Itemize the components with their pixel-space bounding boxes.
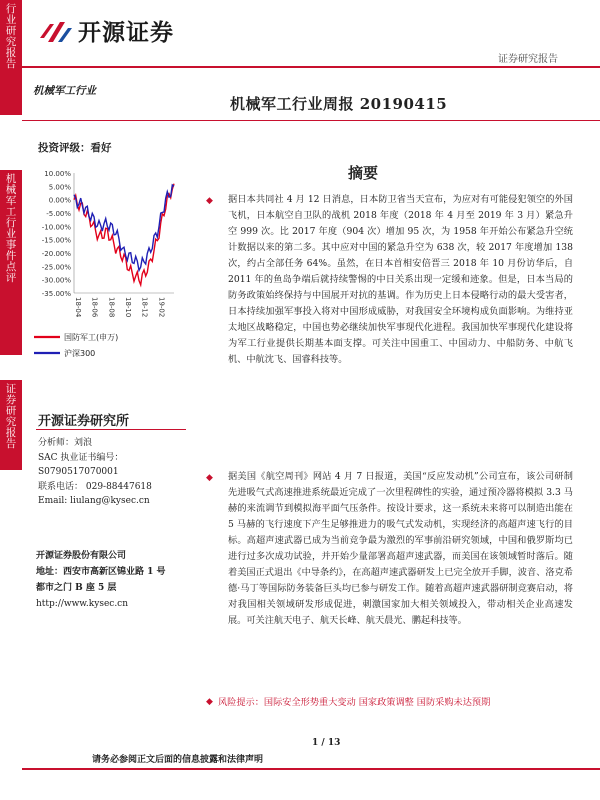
- email[interactable]: Email: liulang@kysec.cn: [38, 496, 150, 506]
- risk-warning: 风险提示：国际安全形势重大变动 国家政策调整 国防采购未达预期: [218, 697, 491, 708]
- y-tick-label: -30.00%: [41, 276, 71, 285]
- y-tick-label: -5.00%: [46, 210, 71, 218]
- y-tick-label: -25.00%: [41, 263, 71, 272]
- y-tick-label: -15.00%: [41, 236, 71, 245]
- summary-heading: 摘要: [348, 164, 379, 182]
- company-info: [36, 548, 166, 612]
- sidebar-tag-industry-report: 行业研究报告: [0, 0, 22, 115]
- bullet-icon: ◆: [206, 473, 213, 483]
- report-type: 证券研究报告: [498, 54, 558, 65]
- bullet-icon: ◆: [206, 196, 213, 206]
- sidebar-tag-securities-report: 证券研究报告: [0, 380, 22, 470]
- performance-chart: [34, 165, 184, 375]
- investment-rating: 投资评级：看好: [38, 142, 112, 154]
- analyst-info: [38, 436, 152, 509]
- logo-mark-icon: [38, 16, 72, 46]
- disclaimer: 请务必参阅正文后面的信息披露和法律声明: [92, 755, 264, 765]
- footer-divider: [22, 768, 600, 770]
- cert-number: S0790517070001: [38, 467, 119, 477]
- x-tick-label: 18-04: [74, 297, 82, 318]
- y-tick-label: -10.00%: [41, 223, 71, 232]
- cert-label: SAC 执业证书编号：: [38, 452, 124, 463]
- y-tick-label: 5.00%: [48, 183, 71, 192]
- institute-divider: [36, 429, 186, 430]
- summary-paragraph-1: 据日本共同社 4 月 12 日消息，日本防卫省当天宣布，为应对有可能侵犯领空的外国飞机，日本航空自卫队的战机 2018 年度（2018 年 4 月至 2019 年 3 月）紧急升空 999 次。比 2017 年度（904 次）增加 95 次，为 1958 年开始公布紧急升空统计数据以来的第二多。其中应对中国的紧急升空为 638 次，较 2017 年度增加 138 次，约占全部任务 64%。虽然，在日本首相安倍晋三 2018 年 10 月份访华后，自 2011 年的鱼岛争端后就持续警惕的中日关系出现一定缓和迹象。但是，日本当局的防务政策始终保持与中国展开对抗的基调。作为历史上日本侵略行动的最大受害者，日本持续加强军事投入将对中国形成威胁，对我国安全环境构成负面影响。为维持亚太地区战略稳定，中国也势必继续加快军事现代化进程。我国加快军事现代化建设将为军工行业提供长期基本面支撑。可关注中国重工、中国动力、中船防务、中航飞机、中航沈飞、国睿科技等。: [228, 194, 573, 365]
- y-tick-label: -20.00%: [41, 250, 71, 258]
- legend-label: 国防军工(申万): [64, 333, 119, 342]
- institute-name: 开源证券研究所: [38, 414, 130, 429]
- series-line-1: [74, 185, 174, 271]
- phone: 联系电话： 029-88447618: [38, 481, 152, 492]
- sidebar-tag-event-comment: 机械军工行业事件点评: [0, 170, 22, 355]
- address-line-2: 都市之门 B 座 5 层: [36, 583, 117, 593]
- analyst-name: 分析师：刘浪: [38, 438, 93, 448]
- header-divider: [22, 66, 600, 68]
- summary-paragraph-2: 据美国《航空周刊》网站 4 月 7 日报道，美国“反应发动机”公司宣布，该公司研制先进吸气式高速推进系统最近完成了一次里程碑性的实验，通过预冷器将模拟 3.3 马赫的来流调节到模拟海平面气压条件。按设计要求，这一系统未来将可以制造出能在 5 马赫的飞行速度下产生足够推进力的吸气式发动机，实现经济的高超声速飞行的目标。高超声速武器已成为当前竞争最为激烈的军事前沿研究领域，中国和俄罗斯均已进行过多次成功试验，并开始少量部署高超声速武器，而美国在该领域暂时落后。随着美国正式退出《中导条约》，在高超声速武器研发上已完全放开手脚，波音、洛克希德·马丁等国际防务装备巨头均已参与研发工作。随着高超声速武器研制竞赛启动，将对我国相关领域研发形成促进，刺激国家加大相关领域投入，带动相关企业高速发展。可关注航天电子、航天长峰、航天晨光、鹏起科技等。: [228, 471, 573, 626]
- y-tick-label: -35.00%: [41, 290, 71, 298]
- website-link[interactable]: http://www.kysec.cn: [36, 599, 129, 609]
- company-logo: [38, 14, 174, 47]
- logo-text: 开源证券: [78, 20, 174, 46]
- x-tick-label: 19-02: [157, 297, 166, 318]
- y-tick-label: 0.00%: [48, 196, 71, 205]
- title-divider: [22, 120, 600, 121]
- legend-label: 沪深300: [64, 349, 96, 358]
- x-tick-label: 18-10: [124, 297, 132, 318]
- page-title: 机械军工行业周报 20190415: [230, 95, 448, 113]
- x-tick-label: 18-12: [140, 297, 149, 318]
- x-tick-label: 18-06: [90, 297, 99, 318]
- company-name: 开源证券股份有限公司: [36, 551, 127, 561]
- address-line-1: 地址：西安市高新区锦业路 1 号: [36, 567, 166, 577]
- y-tick-label: 10.00%: [44, 170, 71, 178]
- x-tick-label: 18-08: [107, 297, 116, 318]
- industry-label: 机械军工行业: [33, 85, 96, 97]
- bullet-icon: ◆: [206, 697, 213, 707]
- series-line-0: [74, 184, 174, 285]
- page-number: 1 / 13: [312, 738, 341, 748]
